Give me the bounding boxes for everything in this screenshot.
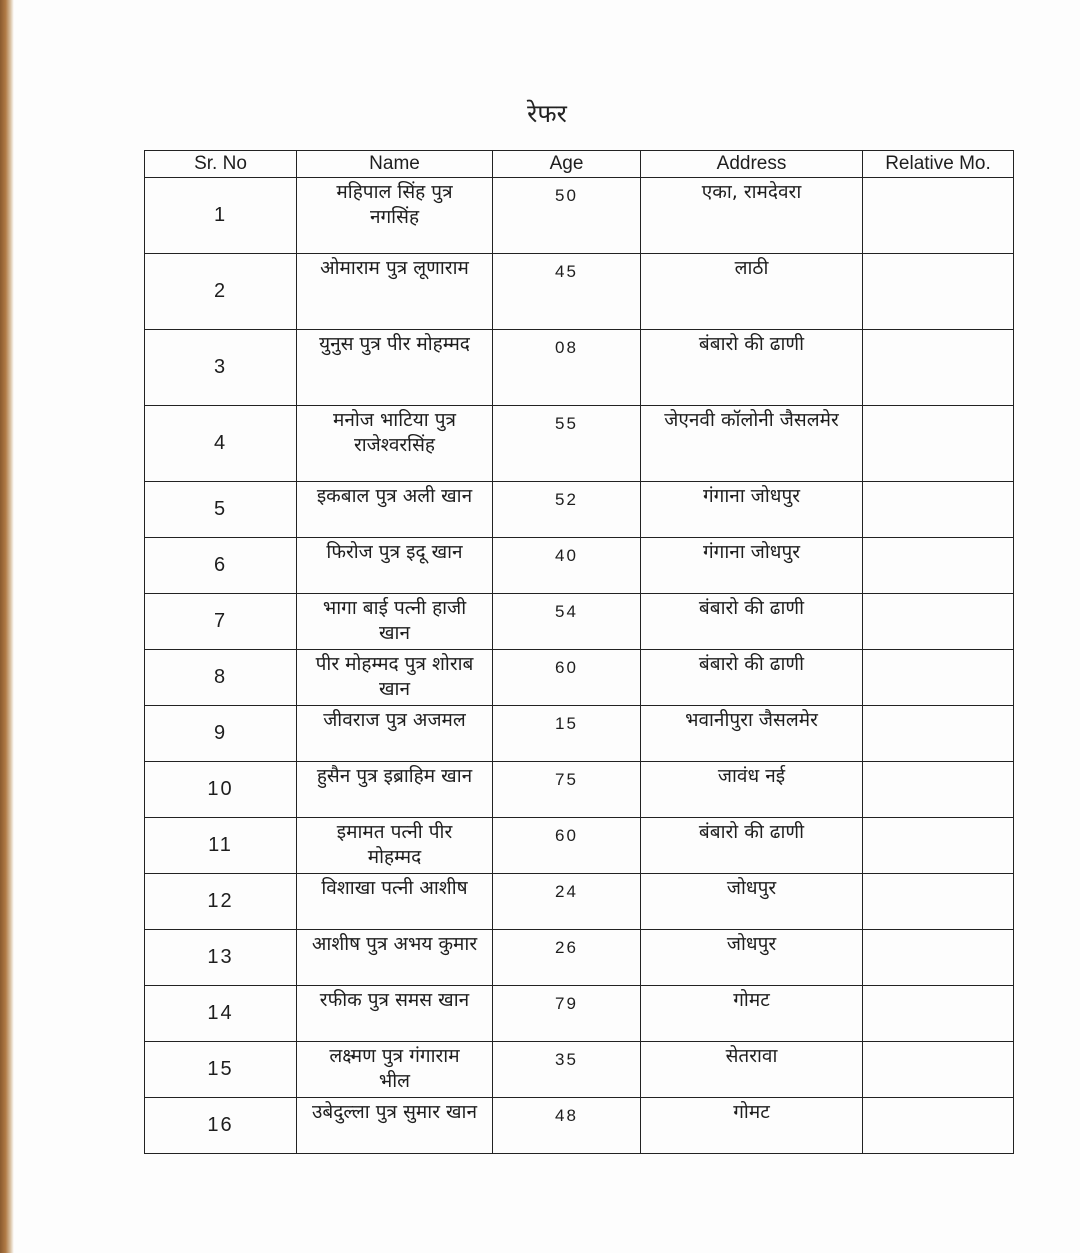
address-cell: जोधपुर: [641, 874, 863, 930]
header-row: [145, 151, 1014, 178]
table-row: [145, 538, 1014, 594]
name-cell: विशाखा पत्नी आशीष: [297, 874, 493, 930]
relative-cell: [863, 986, 1014, 1042]
sr-cell: 13: [145, 930, 297, 986]
address-cell: बंबारो की ढाणी: [641, 650, 863, 706]
sr-cell: 1: [145, 178, 297, 254]
table-row: [145, 874, 1014, 930]
header-age: Age: [493, 151, 641, 178]
name-cell: लक्ष्मण पुत्र गंगाराम भील: [297, 1042, 493, 1098]
relative-cell: [863, 706, 1014, 762]
sr-cell: 11: [145, 818, 297, 874]
address-cell: भवानीपुरा जैसलमेर: [641, 706, 863, 762]
sr-cell: 6: [145, 538, 297, 594]
header-name: Name: [297, 151, 493, 178]
age-cell: 35: [493, 1042, 641, 1098]
sr-cell: 8: [145, 650, 297, 706]
relative-cell: [863, 762, 1014, 818]
name-cell: ओमाराम पुत्र लूणाराम: [297, 254, 493, 330]
page-title: रेफर: [527, 99, 567, 128]
age-cell: 54: [493, 594, 641, 650]
age-cell: 55: [493, 406, 641, 482]
age-cell: 45: [493, 254, 641, 330]
age-cell: 26: [493, 930, 641, 986]
age-cell: 48: [493, 1098, 641, 1154]
name-cell: इमामत पत्नी पीर मोहम्मद: [297, 818, 493, 874]
relative-cell: [863, 594, 1014, 650]
refer-table: [144, 150, 1014, 1154]
age-cell: 15: [493, 706, 641, 762]
sr-cell: 4: [145, 406, 297, 482]
document-page: [14, 0, 1080, 1253]
age-cell: 60: [493, 818, 641, 874]
address-cell: बंबारो की ढाणी: [641, 818, 863, 874]
table-row: [145, 818, 1014, 874]
age-cell: 79: [493, 986, 641, 1042]
table-row: [145, 330, 1014, 406]
table-header: [145, 151, 1014, 178]
sr-cell: 14: [145, 986, 297, 1042]
table-row: [145, 594, 1014, 650]
table-row: [145, 1042, 1014, 1098]
address-cell: सेतरावा: [641, 1042, 863, 1098]
age-cell: 75: [493, 762, 641, 818]
age-cell: 40: [493, 538, 641, 594]
address-cell: बंबारो की ढाणी: [641, 330, 863, 406]
name-cell: मनोज भाटिया पुत्र राजेश्वरसिंह: [297, 406, 493, 482]
table-row: [145, 650, 1014, 706]
age-cell: 08: [493, 330, 641, 406]
table-row: [145, 1098, 1014, 1154]
address-cell: जावंध नई: [641, 762, 863, 818]
relative-cell: [863, 1042, 1014, 1098]
address-cell: बंबारो की ढाणी: [641, 594, 863, 650]
sr-cell: 15: [145, 1042, 297, 1098]
address-cell: जोधपुर: [641, 930, 863, 986]
sr-cell: 7: [145, 594, 297, 650]
name-cell: आशीष पुत्र अभय कुमार: [297, 930, 493, 986]
table-row: [145, 482, 1014, 538]
sr-cell: 5: [145, 482, 297, 538]
name-cell: युनुस पुत्र पीर मोहम्मद: [297, 330, 493, 406]
header-address: Address: [641, 151, 863, 178]
relative-cell: [863, 482, 1014, 538]
address-cell: गोमट: [641, 986, 863, 1042]
table-row: [145, 406, 1014, 482]
paper-edge: [0, 0, 14, 1253]
sr-cell: 2: [145, 254, 297, 330]
sr-cell: 3: [145, 330, 297, 406]
age-cell: 50: [493, 178, 641, 254]
sr-cell: 10: [145, 762, 297, 818]
age-cell: 60: [493, 650, 641, 706]
relative-cell: [863, 818, 1014, 874]
header-sr-no: Sr. No: [145, 151, 297, 178]
name-cell: भागा बाई पत्नी हाजी खान: [297, 594, 493, 650]
name-cell: इकबाल पुत्र अली खान: [297, 482, 493, 538]
relative-cell: [863, 874, 1014, 930]
table-row: [145, 254, 1014, 330]
table-row: [145, 762, 1014, 818]
name-cell: फिरोज पुत्र इदू खान: [297, 538, 493, 594]
name-cell: पीर मोहम्मद पुत्र शोराब खान: [297, 650, 493, 706]
relative-cell: [863, 1098, 1014, 1154]
age-cell: 24: [493, 874, 641, 930]
address-cell: जेएनवी कॉलोनी जैसलमेर: [641, 406, 863, 482]
relative-cell: [863, 650, 1014, 706]
age-cell: 52: [493, 482, 641, 538]
sr-cell: 9: [145, 706, 297, 762]
relative-cell: [863, 538, 1014, 594]
table-row: [145, 986, 1014, 1042]
table-row: [145, 178, 1014, 254]
name-cell: महिपाल सिंह पुत्र नगसिंह: [297, 178, 493, 254]
name-cell: उबेदुल्ला पुत्र सुमार खान: [297, 1098, 493, 1154]
header-relative-mo: Relative Mo.: [863, 151, 1014, 178]
relative-cell: [863, 930, 1014, 986]
address-cell: गंगाना जोधपुर: [641, 538, 863, 594]
table-body: [145, 178, 1014, 1154]
address-cell: गंगाना जोधपुर: [641, 482, 863, 538]
sr-cell: 12: [145, 874, 297, 930]
sr-cell: 16: [145, 1098, 297, 1154]
name-cell: जीवराज पुत्र अजमल: [297, 706, 493, 762]
relative-cell: [863, 406, 1014, 482]
table-row: [145, 930, 1014, 986]
address-cell: लाठी: [641, 254, 863, 330]
relative-cell: [863, 254, 1014, 330]
address-cell: गोमट: [641, 1098, 863, 1154]
address-cell: एका, रामदेवरा: [641, 178, 863, 254]
name-cell: रफीक पुत्र समस खान: [297, 986, 493, 1042]
name-cell: हुसैन पुत्र इब्राहिम खान: [297, 762, 493, 818]
relative-cell: [863, 178, 1014, 254]
table-row: [145, 706, 1014, 762]
relative-cell: [863, 330, 1014, 406]
